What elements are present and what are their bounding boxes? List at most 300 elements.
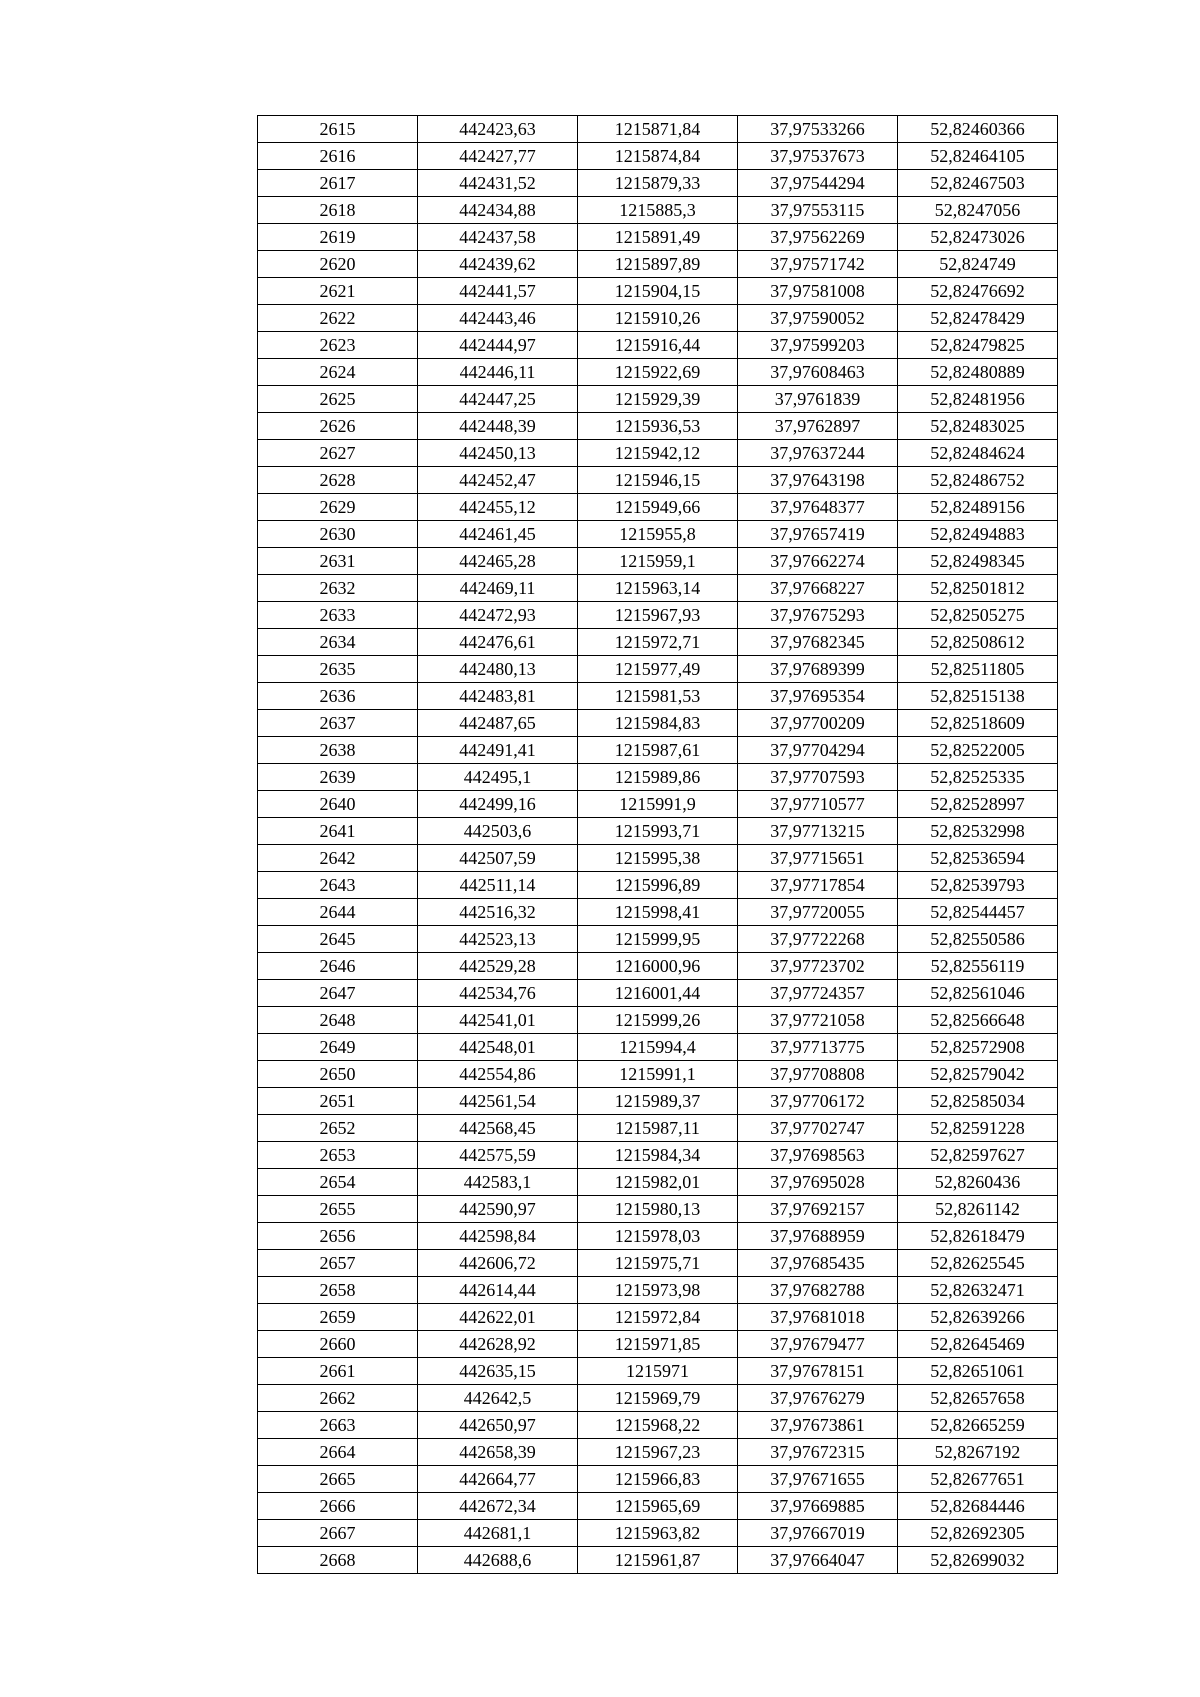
x-coordinate-cell: 442529,28 xyxy=(418,953,578,980)
point-number-cell: 2635 xyxy=(258,656,418,683)
table-row xyxy=(258,494,1058,521)
x-coordinate-cell: 442472,93 xyxy=(418,602,578,629)
point-number-cell: 2637 xyxy=(258,710,418,737)
longitude-cell: 37,97724357 xyxy=(738,980,898,1007)
longitude-cell: 37,97685435 xyxy=(738,1250,898,1277)
longitude-cell: 37,97722268 xyxy=(738,926,898,953)
table-row xyxy=(258,1358,1058,1385)
longitude-cell: 37,9762897 xyxy=(738,413,898,440)
latitude-cell: 52,82539793 xyxy=(898,872,1058,899)
latitude-cell: 52,82536594 xyxy=(898,845,1058,872)
longitude-cell: 37,9761839 xyxy=(738,386,898,413)
x-coordinate-cell: 442476,61 xyxy=(418,629,578,656)
table-row xyxy=(258,1277,1058,1304)
y-coordinate-cell: 1215972,71 xyxy=(578,629,738,656)
table-row xyxy=(258,926,1058,953)
point-number-cell: 2668 xyxy=(258,1547,418,1574)
x-coordinate-cell: 442448,39 xyxy=(418,413,578,440)
longitude-cell: 37,97648377 xyxy=(738,494,898,521)
x-coordinate-cell: 442614,44 xyxy=(418,1277,578,1304)
x-coordinate-cell: 442447,25 xyxy=(418,386,578,413)
latitude-cell: 52,8267192 xyxy=(898,1439,1058,1466)
point-number-cell: 2667 xyxy=(258,1520,418,1547)
table-row xyxy=(258,224,1058,251)
x-coordinate-cell: 442658,39 xyxy=(418,1439,578,1466)
x-coordinate-cell: 442465,28 xyxy=(418,548,578,575)
latitude-cell: 52,82677651 xyxy=(898,1466,1058,1493)
latitude-cell: 52,82484624 xyxy=(898,440,1058,467)
longitude-cell: 37,97682345 xyxy=(738,629,898,656)
y-coordinate-cell: 1215967,93 xyxy=(578,602,738,629)
point-number-cell: 2655 xyxy=(258,1196,418,1223)
x-coordinate-cell: 442523,13 xyxy=(418,926,578,953)
y-coordinate-cell: 1215984,34 xyxy=(578,1142,738,1169)
point-number-cell: 2659 xyxy=(258,1304,418,1331)
y-coordinate-cell: 1215999,95 xyxy=(578,926,738,953)
longitude-cell: 37,97713775 xyxy=(738,1034,898,1061)
point-number-cell: 2628 xyxy=(258,467,418,494)
longitude-cell: 37,97706172 xyxy=(738,1088,898,1115)
longitude-cell: 37,97608463 xyxy=(738,359,898,386)
y-coordinate-cell: 1215963,14 xyxy=(578,575,738,602)
x-coordinate-cell: 442461,45 xyxy=(418,521,578,548)
table-row xyxy=(258,413,1058,440)
longitude-cell: 37,97721058 xyxy=(738,1007,898,1034)
latitude-cell: 52,82550586 xyxy=(898,926,1058,953)
longitude-cell: 37,97667019 xyxy=(738,1520,898,1547)
y-coordinate-cell: 1215978,03 xyxy=(578,1223,738,1250)
latitude-cell: 52,824749 xyxy=(898,251,1058,278)
point-number-cell: 2653 xyxy=(258,1142,418,1169)
y-coordinate-cell: 1215929,39 xyxy=(578,386,738,413)
latitude-cell: 52,82597627 xyxy=(898,1142,1058,1169)
longitude-cell: 37,97723702 xyxy=(738,953,898,980)
latitude-cell: 52,82518609 xyxy=(898,710,1058,737)
latitude-cell: 52,82572908 xyxy=(898,1034,1058,1061)
point-number-cell: 2661 xyxy=(258,1358,418,1385)
table-row xyxy=(258,1250,1058,1277)
latitude-cell: 52,82511805 xyxy=(898,656,1058,683)
table-row xyxy=(258,980,1058,1007)
y-coordinate-cell: 1215968,22 xyxy=(578,1412,738,1439)
table-row xyxy=(258,953,1058,980)
point-number-cell: 2636 xyxy=(258,683,418,710)
table-row xyxy=(258,818,1058,845)
longitude-cell: 37,97692157 xyxy=(738,1196,898,1223)
latitude-cell: 52,82515138 xyxy=(898,683,1058,710)
x-coordinate-cell: 442480,13 xyxy=(418,656,578,683)
y-coordinate-cell: 1215995,38 xyxy=(578,845,738,872)
x-coordinate-cell: 442688,6 xyxy=(418,1547,578,1574)
point-number-cell: 2617 xyxy=(258,170,418,197)
point-number-cell: 2619 xyxy=(258,224,418,251)
y-coordinate-cell: 1215972,84 xyxy=(578,1304,738,1331)
latitude-cell: 52,8261142 xyxy=(898,1196,1058,1223)
point-number-cell: 2644 xyxy=(258,899,418,926)
y-coordinate-cell: 1215966,83 xyxy=(578,1466,738,1493)
latitude-cell: 52,82528997 xyxy=(898,791,1058,818)
point-number-cell: 2663 xyxy=(258,1412,418,1439)
latitude-cell: 52,8260436 xyxy=(898,1169,1058,1196)
point-number-cell: 2618 xyxy=(258,197,418,224)
x-coordinate-cell: 442541,01 xyxy=(418,1007,578,1034)
y-coordinate-cell: 1215973,98 xyxy=(578,1277,738,1304)
longitude-cell: 37,97704294 xyxy=(738,737,898,764)
point-number-cell: 2624 xyxy=(258,359,418,386)
y-coordinate-cell: 1215994,4 xyxy=(578,1034,738,1061)
point-number-cell: 2662 xyxy=(258,1385,418,1412)
point-number-cell: 2629 xyxy=(258,494,418,521)
latitude-cell: 52,82651061 xyxy=(898,1358,1058,1385)
point-number-cell: 2660 xyxy=(258,1331,418,1358)
latitude-cell: 52,82480889 xyxy=(898,359,1058,386)
latitude-cell: 52,82645469 xyxy=(898,1331,1058,1358)
x-coordinate-cell: 442681,1 xyxy=(418,1520,578,1547)
x-coordinate-cell: 442469,11 xyxy=(418,575,578,602)
longitude-cell: 37,97676279 xyxy=(738,1385,898,1412)
x-coordinate-cell: 442483,81 xyxy=(418,683,578,710)
point-number-cell: 2622 xyxy=(258,305,418,332)
y-coordinate-cell: 1215949,66 xyxy=(578,494,738,521)
y-coordinate-cell: 1215987,11 xyxy=(578,1115,738,1142)
table-row xyxy=(258,1466,1058,1493)
table-row xyxy=(258,359,1058,386)
y-coordinate-cell: 1215936,53 xyxy=(578,413,738,440)
table-row xyxy=(258,1007,1058,1034)
latitude-cell: 52,82692305 xyxy=(898,1520,1058,1547)
latitude-cell: 52,82591228 xyxy=(898,1115,1058,1142)
longitude-cell: 37,97662274 xyxy=(738,548,898,575)
x-coordinate-cell: 442516,32 xyxy=(418,899,578,926)
table-row xyxy=(258,656,1058,683)
longitude-cell: 37,97720055 xyxy=(738,899,898,926)
x-coordinate-cell: 442507,59 xyxy=(418,845,578,872)
longitude-cell: 37,97681018 xyxy=(738,1304,898,1331)
longitude-cell: 37,97637244 xyxy=(738,440,898,467)
x-coordinate-cell: 442672,34 xyxy=(418,1493,578,1520)
latitude-cell: 52,82460366 xyxy=(898,116,1058,143)
coordinates-table xyxy=(257,115,1058,1574)
table-row xyxy=(258,1412,1058,1439)
table-row xyxy=(258,251,1058,278)
y-coordinate-cell: 1215963,82 xyxy=(578,1520,738,1547)
y-coordinate-cell: 1215987,61 xyxy=(578,737,738,764)
table-row xyxy=(258,1520,1058,1547)
y-coordinate-cell: 1215946,15 xyxy=(578,467,738,494)
point-number-cell: 2646 xyxy=(258,953,418,980)
table-row xyxy=(258,872,1058,899)
longitude-cell: 37,97713215 xyxy=(738,818,898,845)
latitude-cell: 52,82665259 xyxy=(898,1412,1058,1439)
x-coordinate-cell: 442583,1 xyxy=(418,1169,578,1196)
y-coordinate-cell: 1215942,12 xyxy=(578,440,738,467)
x-coordinate-cell: 442642,5 xyxy=(418,1385,578,1412)
point-number-cell: 2650 xyxy=(258,1061,418,1088)
x-coordinate-cell: 442443,46 xyxy=(418,305,578,332)
x-coordinate-cell: 442446,11 xyxy=(418,359,578,386)
point-number-cell: 2630 xyxy=(258,521,418,548)
longitude-cell: 37,97673861 xyxy=(738,1412,898,1439)
longitude-cell: 37,97678151 xyxy=(738,1358,898,1385)
x-coordinate-cell: 442650,97 xyxy=(418,1412,578,1439)
longitude-cell: 37,97689399 xyxy=(738,656,898,683)
latitude-cell: 52,82625545 xyxy=(898,1250,1058,1277)
longitude-cell: 37,97710577 xyxy=(738,791,898,818)
y-coordinate-cell: 1215993,71 xyxy=(578,818,738,845)
point-number-cell: 2666 xyxy=(258,1493,418,1520)
y-coordinate-cell: 1215959,1 xyxy=(578,548,738,575)
longitude-cell: 37,97682788 xyxy=(738,1277,898,1304)
table-row xyxy=(258,1088,1058,1115)
latitude-cell: 52,82478429 xyxy=(898,305,1058,332)
table-row xyxy=(258,1439,1058,1466)
table-row xyxy=(258,1142,1058,1169)
latitude-cell: 52,82479825 xyxy=(898,332,1058,359)
x-coordinate-cell: 442427,77 xyxy=(418,143,578,170)
y-coordinate-cell: 1215955,8 xyxy=(578,521,738,548)
latitude-cell: 52,82585034 xyxy=(898,1088,1058,1115)
point-number-cell: 2631 xyxy=(258,548,418,575)
table-row xyxy=(258,143,1058,170)
table-row xyxy=(258,116,1058,143)
latitude-cell: 52,82483025 xyxy=(898,413,1058,440)
x-coordinate-cell: 442455,12 xyxy=(418,494,578,521)
table-row xyxy=(258,305,1058,332)
y-coordinate-cell: 1215975,71 xyxy=(578,1250,738,1277)
point-number-cell: 2641 xyxy=(258,818,418,845)
x-coordinate-cell: 442434,88 xyxy=(418,197,578,224)
table-row xyxy=(258,683,1058,710)
x-coordinate-cell: 442431,52 xyxy=(418,170,578,197)
table-row xyxy=(258,629,1058,656)
latitude-cell: 52,82464105 xyxy=(898,143,1058,170)
longitude-cell: 37,97688959 xyxy=(738,1223,898,1250)
y-coordinate-cell: 1215879,33 xyxy=(578,170,738,197)
table-row xyxy=(258,1547,1058,1574)
longitude-cell: 37,97700209 xyxy=(738,710,898,737)
latitude-cell: 52,82467503 xyxy=(898,170,1058,197)
x-coordinate-cell: 442628,92 xyxy=(418,1331,578,1358)
longitude-cell: 37,97668227 xyxy=(738,575,898,602)
y-coordinate-cell: 1215967,23 xyxy=(578,1439,738,1466)
latitude-cell: 52,82556119 xyxy=(898,953,1058,980)
latitude-cell: 52,82498345 xyxy=(898,548,1058,575)
latitude-cell: 52,82618479 xyxy=(898,1223,1058,1250)
longitude-cell: 37,97669885 xyxy=(738,1493,898,1520)
x-coordinate-cell: 442635,15 xyxy=(418,1358,578,1385)
y-coordinate-cell: 1215916,44 xyxy=(578,332,738,359)
point-number-cell: 2648 xyxy=(258,1007,418,1034)
table-row xyxy=(258,332,1058,359)
latitude-cell: 52,82489156 xyxy=(898,494,1058,521)
x-coordinate-cell: 442495,1 xyxy=(418,764,578,791)
longitude-cell: 37,97675293 xyxy=(738,602,898,629)
table-row xyxy=(258,197,1058,224)
latitude-cell: 52,82657658 xyxy=(898,1385,1058,1412)
point-number-cell: 2664 xyxy=(258,1439,418,1466)
point-number-cell: 2634 xyxy=(258,629,418,656)
longitude-cell: 37,97698563 xyxy=(738,1142,898,1169)
table-row xyxy=(258,1034,1058,1061)
point-number-cell: 2620 xyxy=(258,251,418,278)
y-coordinate-cell: 1215998,41 xyxy=(578,899,738,926)
x-coordinate-cell: 442548,01 xyxy=(418,1034,578,1061)
longitude-cell: 37,97562269 xyxy=(738,224,898,251)
latitude-cell: 52,82532998 xyxy=(898,818,1058,845)
latitude-cell: 52,82501812 xyxy=(898,575,1058,602)
y-coordinate-cell: 1215910,26 xyxy=(578,305,738,332)
x-coordinate-cell: 442561,54 xyxy=(418,1088,578,1115)
y-coordinate-cell: 1216001,44 xyxy=(578,980,738,1007)
table-row xyxy=(258,845,1058,872)
point-number-cell: 2645 xyxy=(258,926,418,953)
x-coordinate-cell: 442511,14 xyxy=(418,872,578,899)
table-row xyxy=(258,1115,1058,1142)
latitude-cell: 52,82494883 xyxy=(898,521,1058,548)
x-coordinate-cell: 442437,58 xyxy=(418,224,578,251)
point-number-cell: 2626 xyxy=(258,413,418,440)
longitude-cell: 37,97707593 xyxy=(738,764,898,791)
longitude-cell: 37,97715651 xyxy=(738,845,898,872)
table-row xyxy=(258,548,1058,575)
y-coordinate-cell: 1215871,84 xyxy=(578,116,738,143)
y-coordinate-cell: 1215971,85 xyxy=(578,1331,738,1358)
table-row xyxy=(258,1169,1058,1196)
table-row xyxy=(258,1331,1058,1358)
x-coordinate-cell: 442439,62 xyxy=(418,251,578,278)
coordinates-table-body xyxy=(258,116,1058,1574)
longitude-cell: 37,97708808 xyxy=(738,1061,898,1088)
x-coordinate-cell: 442444,97 xyxy=(418,332,578,359)
point-number-cell: 2652 xyxy=(258,1115,418,1142)
point-number-cell: 2657 xyxy=(258,1250,418,1277)
table-row xyxy=(258,521,1058,548)
longitude-cell: 37,97533266 xyxy=(738,116,898,143)
point-number-cell: 2654 xyxy=(258,1169,418,1196)
longitude-cell: 37,97544294 xyxy=(738,170,898,197)
table-row xyxy=(258,1196,1058,1223)
latitude-cell: 52,82699032 xyxy=(898,1547,1058,1574)
y-coordinate-cell: 1215989,37 xyxy=(578,1088,738,1115)
latitude-cell: 52,82639266 xyxy=(898,1304,1058,1331)
latitude-cell: 52,82632471 xyxy=(898,1277,1058,1304)
table-row xyxy=(258,791,1058,818)
x-coordinate-cell: 442598,84 xyxy=(418,1223,578,1250)
longitude-cell: 37,97671655 xyxy=(738,1466,898,1493)
longitude-cell: 37,97537673 xyxy=(738,143,898,170)
y-coordinate-cell: 1215996,89 xyxy=(578,872,738,899)
point-number-cell: 2632 xyxy=(258,575,418,602)
longitude-cell: 37,97553115 xyxy=(738,197,898,224)
point-number-cell: 2649 xyxy=(258,1034,418,1061)
latitude-cell: 52,82473026 xyxy=(898,224,1058,251)
table-row xyxy=(258,170,1058,197)
table-row xyxy=(258,440,1058,467)
table-row xyxy=(258,1304,1058,1331)
y-coordinate-cell: 1215904,15 xyxy=(578,278,738,305)
latitude-cell: 52,82544457 xyxy=(898,899,1058,926)
y-coordinate-cell: 1215874,84 xyxy=(578,143,738,170)
y-coordinate-cell: 1215922,69 xyxy=(578,359,738,386)
longitude-cell: 37,97664047 xyxy=(738,1547,898,1574)
longitude-cell: 37,97717854 xyxy=(738,872,898,899)
latitude-cell: 52,82481956 xyxy=(898,386,1058,413)
point-number-cell: 2647 xyxy=(258,980,418,1007)
y-coordinate-cell: 1215965,69 xyxy=(578,1493,738,1520)
table-row xyxy=(258,737,1058,764)
point-number-cell: 2665 xyxy=(258,1466,418,1493)
y-coordinate-cell: 1215971 xyxy=(578,1358,738,1385)
latitude-cell: 52,82476692 xyxy=(898,278,1058,305)
longitude-cell: 37,97599203 xyxy=(738,332,898,359)
x-coordinate-cell: 442450,13 xyxy=(418,440,578,467)
y-coordinate-cell: 1215981,53 xyxy=(578,683,738,710)
table-row xyxy=(258,764,1058,791)
point-number-cell: 2623 xyxy=(258,332,418,359)
x-coordinate-cell: 442664,77 xyxy=(418,1466,578,1493)
point-number-cell: 2656 xyxy=(258,1223,418,1250)
x-coordinate-cell: 442423,63 xyxy=(418,116,578,143)
latitude-cell: 52,82525335 xyxy=(898,764,1058,791)
point-number-cell: 2638 xyxy=(258,737,418,764)
y-coordinate-cell: 1215885,3 xyxy=(578,197,738,224)
latitude-cell: 52,82684446 xyxy=(898,1493,1058,1520)
point-number-cell: 2651 xyxy=(258,1088,418,1115)
x-coordinate-cell: 442590,97 xyxy=(418,1196,578,1223)
point-number-cell: 2627 xyxy=(258,440,418,467)
table-row xyxy=(258,1061,1058,1088)
y-coordinate-cell: 1215982,01 xyxy=(578,1169,738,1196)
table-row xyxy=(258,1223,1058,1250)
x-coordinate-cell: 442441,57 xyxy=(418,278,578,305)
latitude-cell: 52,82505275 xyxy=(898,602,1058,629)
y-coordinate-cell: 1215984,83 xyxy=(578,710,738,737)
point-number-cell: 2658 xyxy=(258,1277,418,1304)
y-coordinate-cell: 1215897,89 xyxy=(578,251,738,278)
longitude-cell: 37,97702747 xyxy=(738,1115,898,1142)
longitude-cell: 37,97571742 xyxy=(738,251,898,278)
table-row xyxy=(258,278,1058,305)
y-coordinate-cell: 1215961,87 xyxy=(578,1547,738,1574)
y-coordinate-cell: 1215977,49 xyxy=(578,656,738,683)
x-coordinate-cell: 442499,16 xyxy=(418,791,578,818)
table-row xyxy=(258,386,1058,413)
table-row xyxy=(258,575,1058,602)
y-coordinate-cell: 1216000,96 xyxy=(578,953,738,980)
longitude-cell: 37,97643198 xyxy=(738,467,898,494)
y-coordinate-cell: 1215991,9 xyxy=(578,791,738,818)
y-coordinate-cell: 1215999,26 xyxy=(578,1007,738,1034)
latitude-cell: 52,82579042 xyxy=(898,1061,1058,1088)
table-row xyxy=(258,899,1058,926)
point-number-cell: 2633 xyxy=(258,602,418,629)
latitude-cell: 52,82566648 xyxy=(898,1007,1058,1034)
x-coordinate-cell: 442491,41 xyxy=(418,737,578,764)
longitude-cell: 37,97672315 xyxy=(738,1439,898,1466)
x-coordinate-cell: 442452,47 xyxy=(418,467,578,494)
table-row xyxy=(258,467,1058,494)
longitude-cell: 37,97679477 xyxy=(738,1331,898,1358)
point-number-cell: 2615 xyxy=(258,116,418,143)
point-number-cell: 2640 xyxy=(258,791,418,818)
longitude-cell: 37,97581008 xyxy=(738,278,898,305)
point-number-cell: 2616 xyxy=(258,143,418,170)
point-number-cell: 2621 xyxy=(258,278,418,305)
y-coordinate-cell: 1215969,79 xyxy=(578,1385,738,1412)
table-row xyxy=(258,602,1058,629)
table-row xyxy=(258,710,1058,737)
point-number-cell: 2639 xyxy=(258,764,418,791)
